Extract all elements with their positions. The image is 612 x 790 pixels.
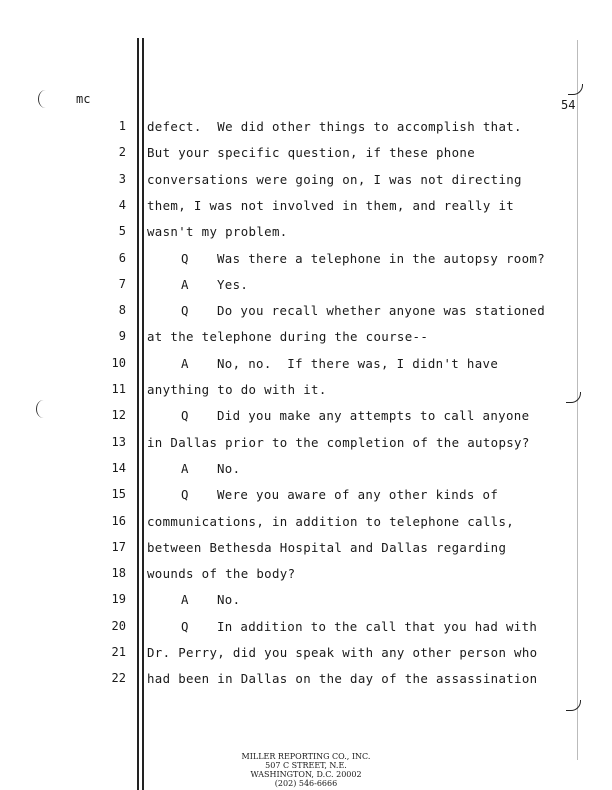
line-text: defect. We did other things to accomplish that. xyxy=(147,119,522,134)
speaker-marker: A xyxy=(181,276,189,292)
line-text: communications, in addition to telephone calls, xyxy=(147,513,515,529)
line-number: 1 xyxy=(118,119,126,133)
line-number: 10 xyxy=(111,355,126,370)
transcript-line xyxy=(0,619,612,637)
transcript-line xyxy=(0,172,612,190)
line-text: had been in Dallas on the day of the assassination xyxy=(147,671,538,687)
reporter-initials: mc xyxy=(76,92,91,106)
line-text: conversations were going on, I was not directing xyxy=(147,171,522,187)
transcript-line xyxy=(0,198,612,216)
footer-phone: (202) 546-6666 xyxy=(274,779,338,788)
line-number: 5 xyxy=(118,224,126,239)
line-text: them, I was not involved in them, and really it xyxy=(147,197,515,213)
tick-mark-top xyxy=(568,84,583,95)
transcript-line xyxy=(0,382,612,400)
line-number: 11 xyxy=(111,382,126,396)
line-text: But your specific question, if these phone xyxy=(147,145,476,161)
line-number: 16 xyxy=(111,513,126,528)
line-number: 15 xyxy=(111,487,126,502)
transcript-line xyxy=(0,145,612,163)
line-number: 18 xyxy=(111,566,126,581)
transcript-line xyxy=(0,461,612,479)
footer-city: WASHINGTON, D.C. 20002 xyxy=(250,770,362,779)
line-text: anything to do with it. xyxy=(147,382,327,397)
speaker-marker: A xyxy=(181,355,189,371)
speaker-marker: Q xyxy=(181,408,189,424)
line-number: 12 xyxy=(111,408,126,423)
line-text: wounds of the body? xyxy=(147,566,296,582)
line-text: in Dallas prior to the completion of the autopsy? xyxy=(147,434,530,450)
line-text: between Bethesda Hospital and Dallas regarding xyxy=(147,539,507,555)
reporter-footer xyxy=(0,752,612,788)
line-text: Were you aware of any other kinds of xyxy=(217,487,499,503)
tick-mark-bottom xyxy=(566,700,581,711)
transcript-line xyxy=(0,435,612,453)
line-text: Dr. Perry, did you speak with any other person who xyxy=(147,645,538,660)
line-text: Yes. xyxy=(217,276,249,292)
transcript-line xyxy=(0,329,612,347)
line-number: 14 xyxy=(111,460,126,475)
punch-hole-mark-top xyxy=(38,90,53,108)
transcript-line xyxy=(0,645,612,663)
line-number: 20 xyxy=(111,618,126,633)
transcript-line xyxy=(0,487,612,505)
transcript-line xyxy=(0,514,612,532)
line-text: No, no. If there was, I didn't have xyxy=(217,355,499,371)
transcript-line xyxy=(0,671,612,689)
transcript-line xyxy=(0,540,612,558)
line-number: 3 xyxy=(118,171,126,186)
speaker-marker: A xyxy=(181,592,189,608)
line-text: Did you make any attempts to call anyone xyxy=(217,408,530,424)
speaker-marker: A xyxy=(181,460,189,476)
line-number: 4 xyxy=(118,197,126,212)
line-text: In addition to the call that you had with xyxy=(217,618,538,634)
transcript-line xyxy=(0,303,612,321)
speaker-marker: Q xyxy=(181,303,189,319)
line-text: No. xyxy=(217,460,241,476)
line-text: Do you recall whether anyone was stationed xyxy=(217,303,546,319)
page-number: 54 xyxy=(561,98,576,112)
line-text: at the telephone during the course-- xyxy=(147,329,429,345)
transcript-line xyxy=(0,408,612,426)
line-number: 7 xyxy=(118,276,126,291)
line-number: 22 xyxy=(111,671,126,686)
line-number: 9 xyxy=(118,329,126,344)
line-number: 13 xyxy=(111,434,126,449)
transcript-line xyxy=(0,224,612,242)
speaker-marker: Q xyxy=(181,250,189,266)
speaker-marker: Q xyxy=(181,487,189,503)
transcript-line xyxy=(0,251,612,269)
transcript-line xyxy=(0,566,612,584)
transcript-line xyxy=(0,356,612,374)
line-text: wasn't my problem. xyxy=(147,224,288,240)
line-number: 8 xyxy=(118,303,126,318)
footer-street: 507 C STREET, N.E. xyxy=(265,761,347,770)
line-number: 6 xyxy=(118,250,126,265)
footer-company: MILLER REPORTING CO., INC. xyxy=(241,752,371,761)
transcript-line xyxy=(0,119,612,137)
speaker-marker: Q xyxy=(181,618,189,634)
line-text: No. xyxy=(217,592,241,608)
line-number: 17 xyxy=(111,539,126,554)
transcript-line xyxy=(0,592,612,610)
line-number: 19 xyxy=(111,592,126,607)
line-number: 21 xyxy=(111,645,126,659)
transcript-line xyxy=(0,277,612,295)
line-text: Was there a telephone in the autopsy room? xyxy=(217,250,546,266)
line-number: 2 xyxy=(118,145,126,160)
